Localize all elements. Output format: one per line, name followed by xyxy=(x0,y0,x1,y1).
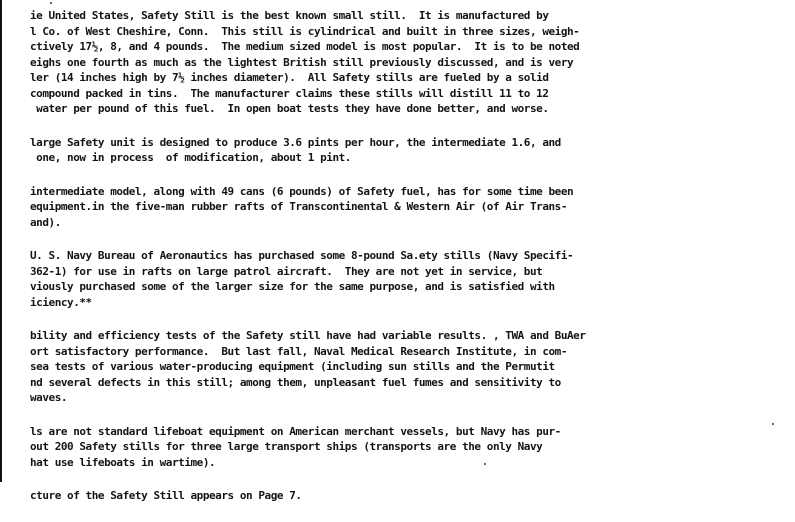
text-line: eighs one fourth as much as the lightest British still previously discussed, and is very xyxy=(30,55,574,69)
scan-speck xyxy=(484,463,486,465)
text-line: intermediate model, along with 49 cans (6 pounds) of Safety fuel, has for some time been xyxy=(30,184,574,198)
text-line: 362-1) for use in rafts on large patrol aircraft. They are not yet in service, but xyxy=(30,264,543,278)
text-line: U. S. Navy Bureau of Aeronautics has purchased some 8-pound Sa.ety stills (Navy Specifi- xyxy=(30,249,574,262)
text-line: iciency.** xyxy=(30,295,92,309)
text-line: sea tests of various water-producing equipment (including sun stills and the Permutit xyxy=(30,360,555,373)
text-line: out 200 Safety stills for three large transport ships (transports are the only Navy xyxy=(30,440,543,453)
text-line: l Co. of West Cheshire, Conn. This still is cylindrical and built in three sizes, weigh- xyxy=(30,24,580,38)
text-line: ie United States, Safety Still is the best known small still. It is manufactured by xyxy=(30,9,549,22)
text-line: ls are not standard lifeboat equipment on American merchant vessels, but Navy has pur- xyxy=(30,424,561,438)
text-line: viously purchased some of the larger size for the same purpose, and is satisfied with xyxy=(30,280,555,293)
text-line: ler (14 inches high by 7½ inches diameter). All Safety stills are fueled by a solid xyxy=(30,71,549,84)
text-line: waves. xyxy=(30,391,68,404)
text-line: ort satisfactory performance. But last fall, Naval Medical Research Institute, in com- xyxy=(30,344,568,358)
page-edge-rule xyxy=(0,0,2,482)
scan-speck xyxy=(50,2,52,4)
paragraph-5 xyxy=(30,328,750,406)
text-line: one, now in process of modification, about 1 pint. xyxy=(30,151,351,164)
text-line: and). xyxy=(30,215,61,229)
paragraph-4 xyxy=(30,248,750,310)
text-line: compound packed in tins. The manufacturer claims these stills will distill 11 to 12 xyxy=(30,86,549,100)
text-line: large Safety unit is designed to produce 3.6 pints per hour, the intermediate 1.6, and xyxy=(30,135,561,149)
text-line: bility and efficiency tests of the Safety still have had variable results. , TWA and BuAer xyxy=(30,329,586,342)
text-line: hat use lifeboats in wartime). xyxy=(30,455,216,469)
scan-speck xyxy=(772,423,774,425)
text-line: equipment.in the five-man rubber rafts of Transcontinental & Western Air (of Air Trans- xyxy=(30,200,568,213)
text-line: nd several defects in this still; among them, unpleasant fuel fumes and sensitivity to xyxy=(30,375,561,389)
document-body xyxy=(30,8,750,522)
paragraph-6 xyxy=(30,424,750,471)
text-line: cture of the Safety Still appears on Page 7. xyxy=(30,489,302,502)
paragraph-2 xyxy=(30,135,750,166)
text-line: ctively 17½, 8, and 4 pounds. The medium sized model is most popular. It is to be noted xyxy=(30,40,580,53)
text-line: water per pound of this fuel. In open boat tests they have done better, and worse. xyxy=(30,102,549,115)
paragraph-1 xyxy=(30,8,750,117)
paragraph-7 xyxy=(30,488,750,504)
paragraph-3 xyxy=(30,184,750,231)
